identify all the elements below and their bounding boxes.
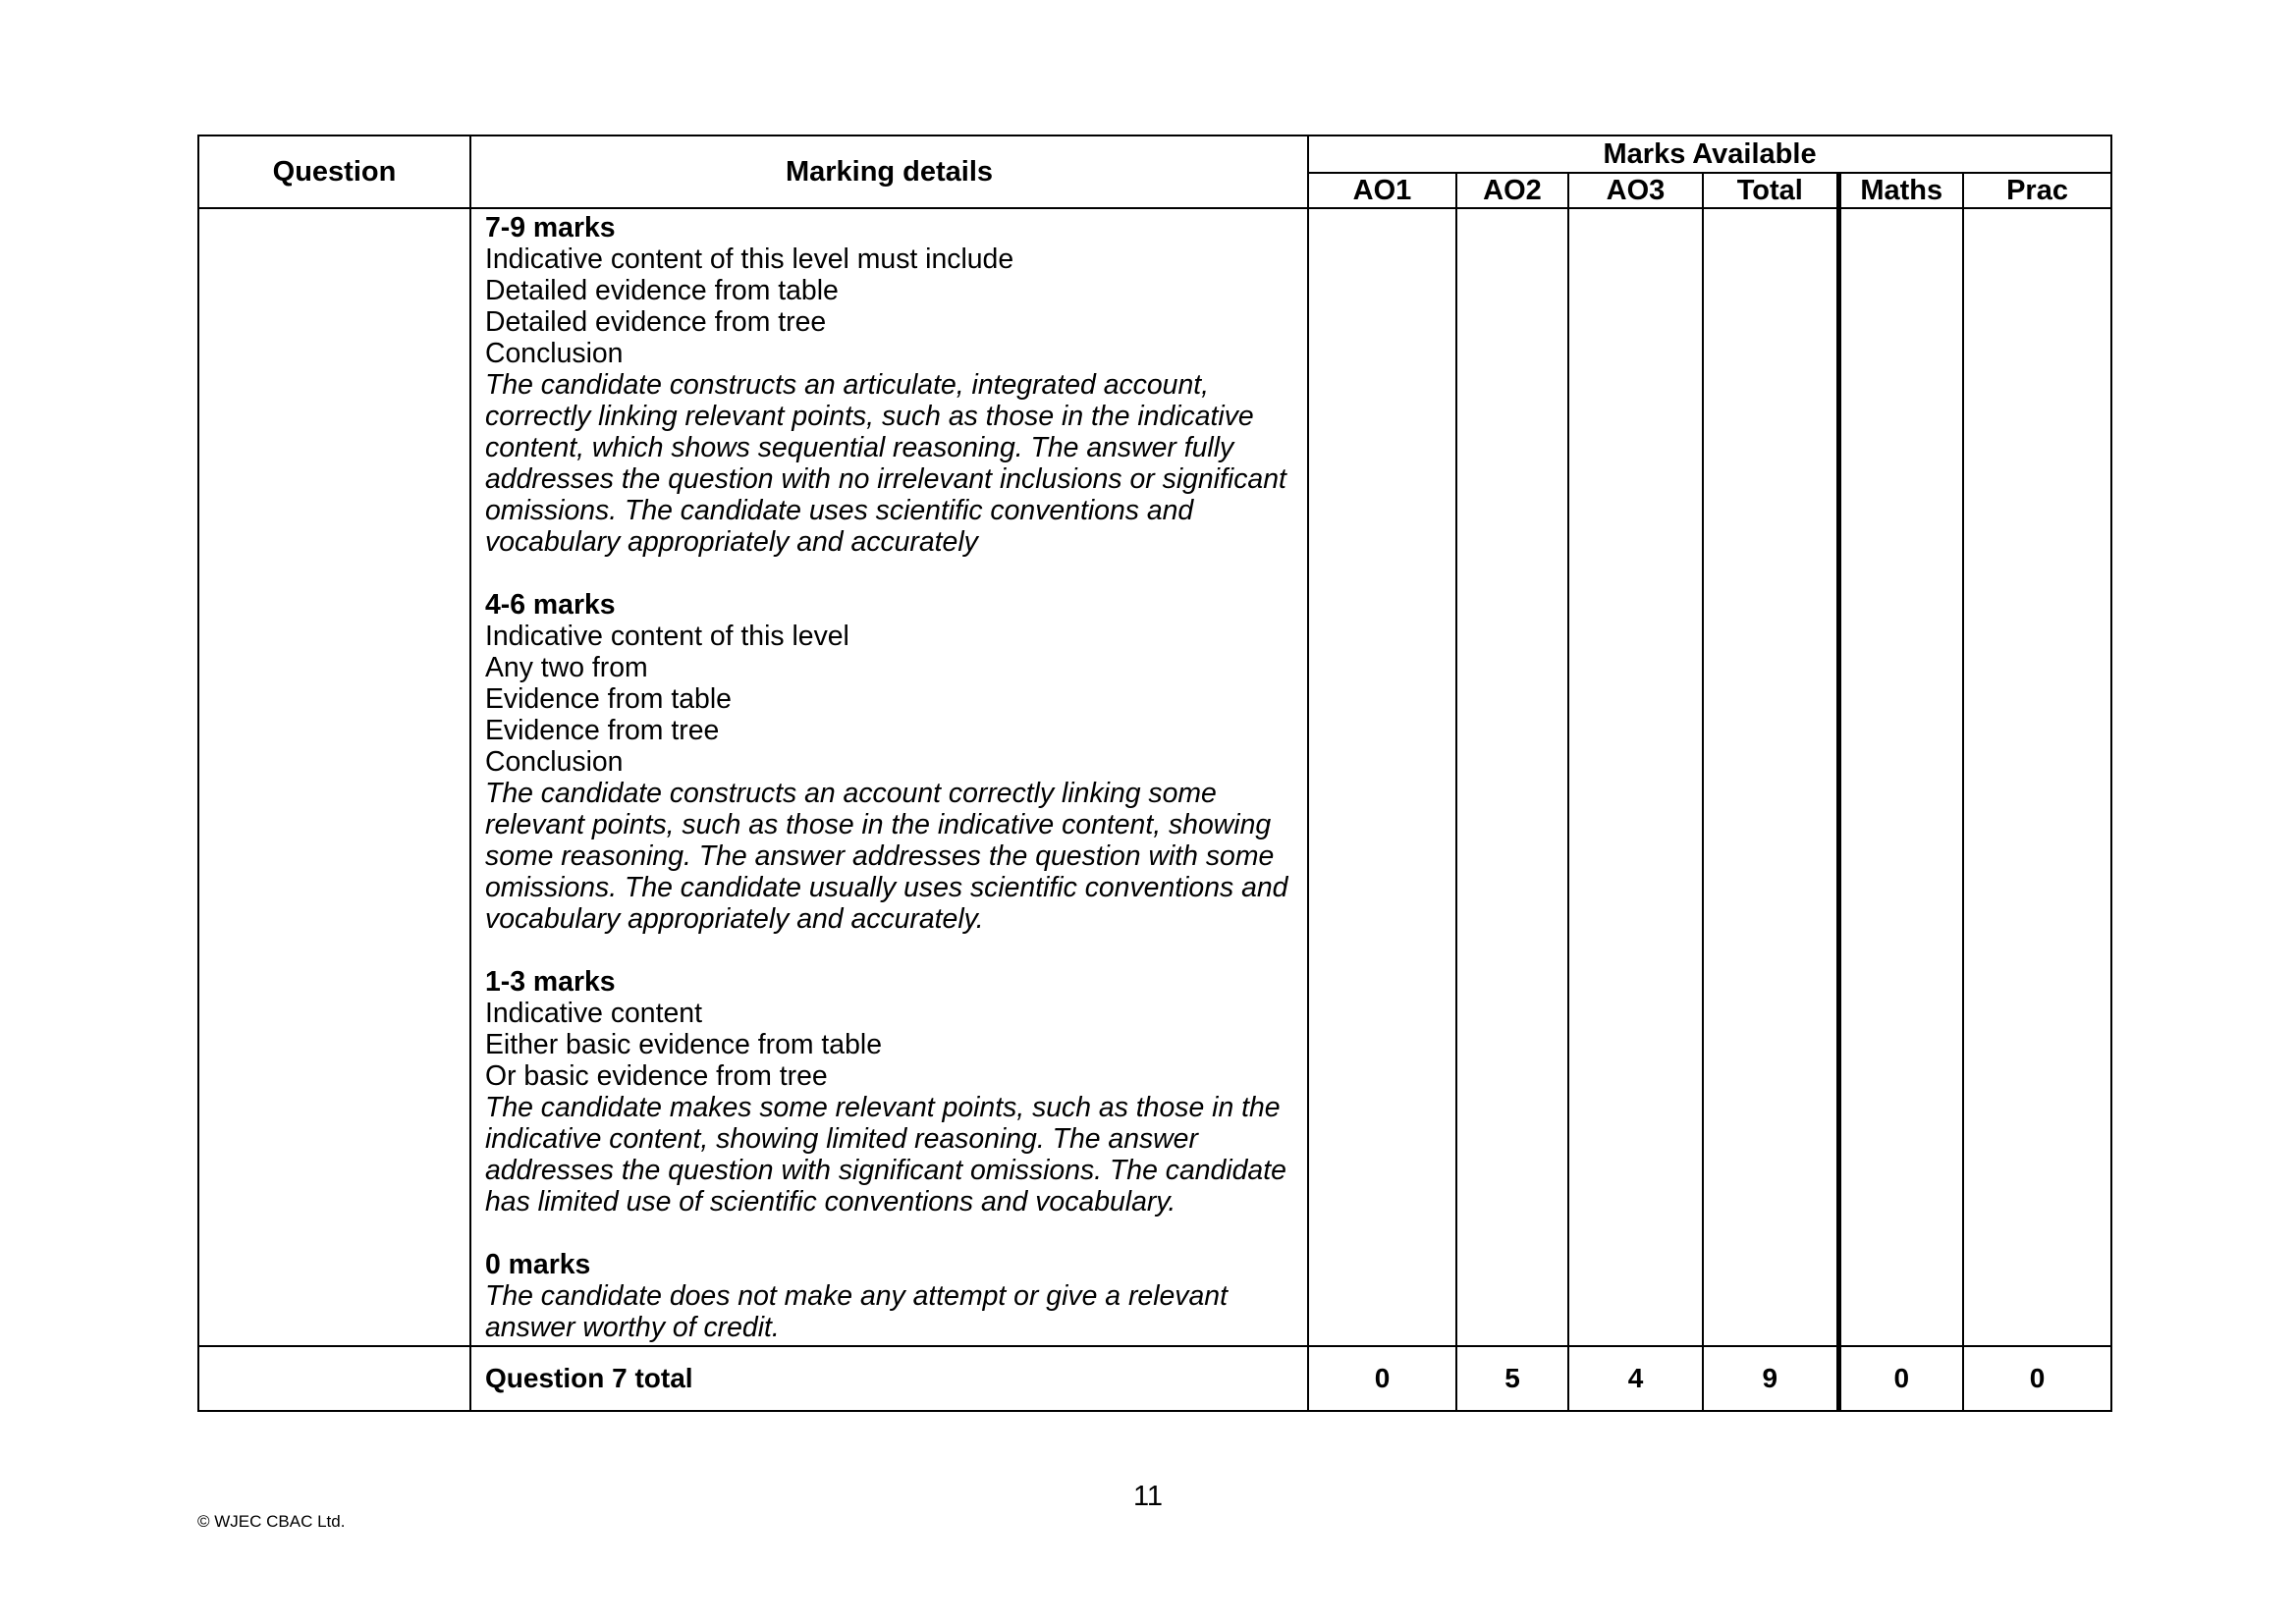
copyright: © WJEC CBAC Ltd. [197, 1512, 346, 1531]
indicative-content-line: Any two from [485, 652, 648, 683]
header-ao3: AO3 [1568, 173, 1703, 208]
header-maths: Maths [1838, 173, 1963, 208]
total-ao2: 5 [1456, 1346, 1568, 1411]
level-descriptor-line: content, which shows sequential reasoning. The answer fully [485, 432, 1234, 463]
level-descriptor-line: vocabulary appropriately and accurately [485, 526, 978, 558]
level-descriptor-line: omissions. The candidate uses scientific conventions and [485, 495, 1194, 526]
header-total: Total [1703, 173, 1838, 208]
level-title: 1-3 marks [485, 966, 616, 998]
level-descriptor-line: correctly linking relevant points, such as those in the indicative [485, 401, 1254, 432]
total-cell [1703, 208, 1838, 1346]
indicative-content-line: Or basic evidence from tree [485, 1060, 828, 1092]
header-ao1: AO1 [1308, 173, 1456, 208]
header-prac: Prac [1963, 173, 2111, 208]
level-descriptor-line: has limited use of scientific conventions and vocabulary. [485, 1186, 1176, 1218]
level-descriptor-line: vocabulary appropriately and accurately. [485, 903, 984, 935]
total-maths: 0 [1838, 1346, 1963, 1411]
level-descriptor-line: The candidate does not make any attempt or give a relevant [485, 1280, 1228, 1312]
level-descriptor-line: addresses the question with no irrelevant inclusions or significant [485, 463, 1286, 495]
level-descriptor-line: omissions. The candidate usually uses scientific conventions and [485, 872, 1288, 903]
total-question-cell [198, 1346, 470, 1411]
ao2-cell [1456, 208, 1568, 1346]
indicative-content-line: Indicative content of this level must include [485, 244, 1014, 275]
indicative-content-line: Conclusion [485, 338, 624, 369]
level-title: 7-9 marks [485, 212, 616, 244]
indicative-content-line: Conclusion [485, 746, 624, 778]
page-number: 11 [1132, 1481, 1164, 1512]
level-descriptor-line: indicative content, showing limited reasoning. The answer [485, 1123, 1198, 1155]
marking-content-row [198, 208, 2111, 1346]
level-descriptor-line: The candidate constructs an account correctly linking some [485, 778, 1217, 809]
ao1-cell [1308, 208, 1456, 1346]
indicative-content-line: Indicative content [485, 998, 702, 1029]
mark-scheme-table [197, 135, 2112, 1412]
level-descriptor-line: The candidate makes some relevant points, such as those in the [485, 1092, 1281, 1123]
prac-cell [1963, 208, 2111, 1346]
total-ao3: 4 [1568, 1346, 1703, 1411]
question-cell [198, 208, 470, 1346]
indicative-content-line: Detailed evidence from tree [485, 306, 827, 338]
level-descriptor-line: The candidate constructs an articulate, integrated account, [485, 369, 1210, 401]
total-total: 9 [1703, 1346, 1838, 1411]
level-block [485, 589, 1295, 935]
question-total-row [198, 1346, 2111, 1411]
total-prac: 0 [1963, 1346, 2111, 1411]
level-title: 0 marks [485, 1249, 591, 1280]
level-block [485, 212, 1295, 558]
level-descriptor-line: relevant points, such as those in the indicative content, showing [485, 809, 1272, 840]
indicative-content-line: Evidence from table [485, 683, 732, 715]
level-descriptor-line: some reasoning. The answer addresses the question with some [485, 840, 1275, 872]
header-marking-details: Marking details [470, 135, 1308, 208]
maths-cell [1838, 208, 1963, 1346]
total-label: Question 7 total [470, 1346, 1308, 1411]
level-descriptor-line: answer worthy of credit. [485, 1312, 780, 1343]
header-question: Question [198, 135, 470, 208]
level-block [485, 966, 1295, 1218]
header-marks-available: Marks Available [1308, 135, 2111, 173]
indicative-content-line: Indicative content of this level [485, 621, 849, 652]
level-title: 4-6 marks [485, 589, 616, 621]
header-ao2: AO2 [1456, 173, 1568, 208]
indicative-content-line: Evidence from tree [485, 715, 720, 746]
total-ao1: 0 [1308, 1346, 1456, 1411]
level-descriptor-line: addresses the question with significant omissions. The candidate [485, 1155, 1286, 1186]
marking-details-cell [470, 208, 1308, 1346]
indicative-content-line: Detailed evidence from table [485, 275, 839, 306]
level-block [485, 1249, 1295, 1343]
ao3-cell [1568, 208, 1703, 1346]
indicative-content-line: Either basic evidence from table [485, 1029, 882, 1060]
